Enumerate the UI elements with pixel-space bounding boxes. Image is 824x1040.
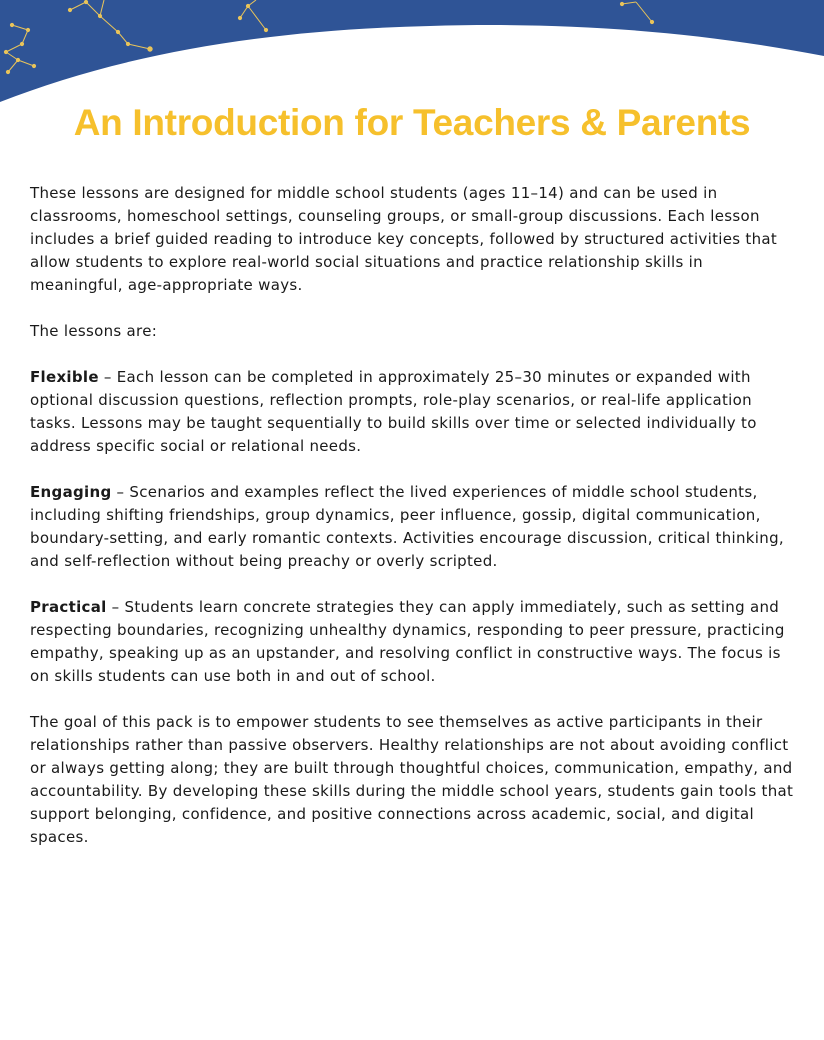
feature-description: – Each lesson can be completed in approximately 25–30 minutes or expanded with optional discussion questions, reflection prompts, role-play scenarios, or real-life application tasks. Lessons may be taught sequentially to build skills over time or selected individually to address specific social or relational needs. <box>30 368 757 455</box>
intro-body <box>30 182 800 872</box>
intro-paragraph: These lessons are designed for middle school students (ages 11–14) and can be used in classrooms, homeschool settings, counseling groups, or small-group discussions. Each lesson includes a brief guided reading to introduce key concepts, followed by structured activities that allow students to explore real-world social situations and practice relationship skills in meaningful, age-appropriate ways. <box>30 184 778 294</box>
feature-engaging <box>30 481 800 573</box>
page-title: An Introduction for Teachers & Parents <box>73 102 751 143</box>
feature-practical <box>30 596 800 688</box>
feature-term: Practical <box>30 598 107 616</box>
constellation-banner <box>0 0 824 110</box>
lessons-intro: The lessons are: <box>30 322 158 340</box>
closing-paragraph: The goal of this pack is to empower students to see themselves as active participants in their relationships rather than passive observers. Healthy relationships are not about avoiding conflict or always getting along; they are built through thoughtful choices, communication, empathy, and accountability. By developing these skills during the middle school years, students gain tools that support belonging, confidence, and positive connections across academic, social, and digital spaces. <box>30 713 794 846</box>
feature-description: – Students learn concrete strategies they can apply immediately, such as setting and respecting boundaries, recognizing unhealthy dynamics, responding to peer pressure, practicing empathy, speaking up as an upstander, and resolving conflict in constructive ways. The focus is on skills students can use both in and out of school. <box>30 598 785 685</box>
banner-wave <box>0 0 824 102</box>
feature-description: – Scenarios and examples reflect the lived experiences of middle school students, including shifting friendships, group dynamics, peer influence, gossip, digital communication, boundary-setting, and early romantic contexts. Activities encourage discussion, critical thinking, and self-reflection without being preachy or overly scripted. <box>30 483 784 570</box>
feature-term: Flexible <box>30 368 99 386</box>
feature-flexible <box>30 366 800 458</box>
feature-term: Engaging <box>30 483 112 501</box>
